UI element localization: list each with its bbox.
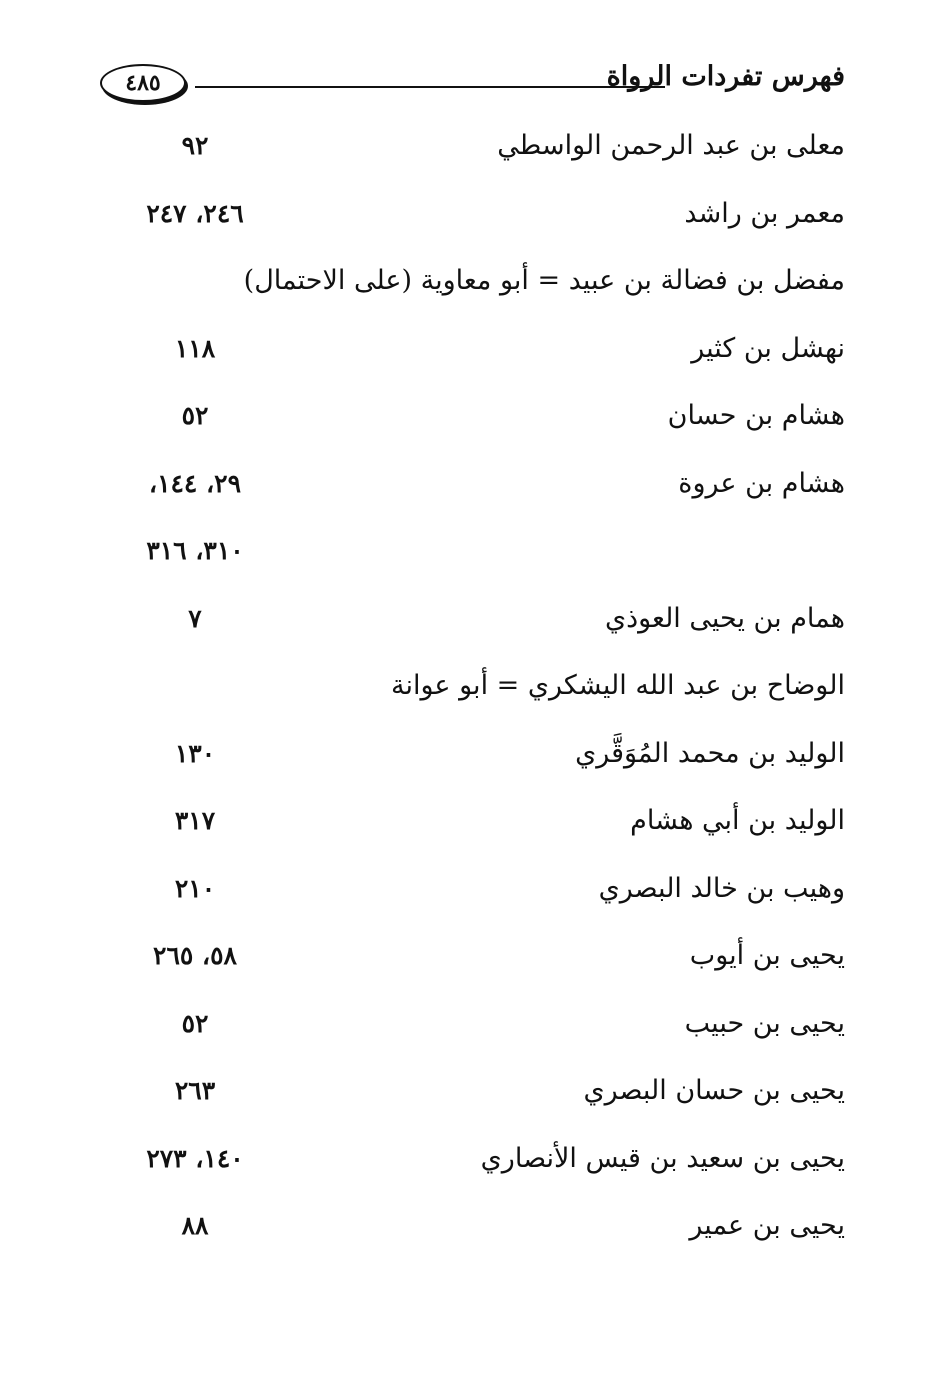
index-entry xyxy=(110,928,845,996)
index-entry xyxy=(110,658,845,726)
page-header xyxy=(100,58,845,108)
running-title: فهرس تفردات الرواة xyxy=(606,61,845,92)
narrator-name: معمر بن راشد xyxy=(684,197,845,229)
narrator-name: هشام بن حسان xyxy=(667,400,845,431)
narrator-name: همام بن يحيى العوذي xyxy=(604,602,845,634)
page-references: ٣١٧ xyxy=(174,806,216,835)
index-entry xyxy=(110,1063,845,1131)
narrator-name: وهيب بن خالد البصري xyxy=(598,872,845,904)
page-references: ٢١٠ xyxy=(174,873,216,903)
index-entry xyxy=(110,253,845,321)
narrator-index-list xyxy=(110,118,845,1266)
page-number-badge: ٤٨٥ xyxy=(100,64,186,102)
page-references: ٣١٠، ٣١٦ xyxy=(146,536,244,565)
index-entry-continuation xyxy=(110,523,845,591)
index-entry xyxy=(110,591,845,659)
index-entry xyxy=(110,861,845,929)
index-entry xyxy=(110,793,845,861)
index-entry xyxy=(110,186,845,254)
page-references: ٨٨ xyxy=(181,1211,209,1240)
narrator-name: يحيى بن عمير xyxy=(689,1210,845,1241)
page-references: ٢٦٣ xyxy=(174,1076,216,1105)
narrator-name: يحيى بن حبيب xyxy=(684,1007,845,1039)
narrator-name: هشام بن عروة xyxy=(678,467,845,499)
narrator-name: نهشل بن كثير xyxy=(691,332,845,364)
page-references: ٥٢ xyxy=(181,401,209,430)
page-references: ١٤٠، ٢٧٣ xyxy=(146,1143,244,1173)
index-entry xyxy=(110,1131,845,1199)
page-references: ٥٨، ٢٦٥ xyxy=(153,941,237,970)
page-references: ٢٩، ١٤٤، xyxy=(148,468,241,498)
narrator-name: مفضل بن فضالة بن عبيد = أبو معاوية (على الاحتمال) xyxy=(243,265,845,296)
page-references: ٥٢ xyxy=(181,1008,209,1038)
page-references: ٧ xyxy=(188,603,202,633)
narrator-name: الوليد بن محمد المُوَقَّري xyxy=(575,737,845,769)
page-references: ١٣٠ xyxy=(174,738,216,768)
page-references: ١١٨ xyxy=(174,333,216,363)
index-entry xyxy=(110,118,845,186)
header-rule xyxy=(195,86,665,88)
narrator-name: يحيى بن أيوب xyxy=(689,940,845,971)
narrator-name: يحيى بن سعيد بن قيس الأنصاري xyxy=(480,1142,845,1174)
index-entry xyxy=(110,1198,845,1266)
narrator-name: الوضاح بن عبد الله اليشكري = أبو عوانة xyxy=(390,670,845,701)
index-entry xyxy=(110,996,845,1064)
narrator-name: يحيى بن حسان البصري xyxy=(583,1075,845,1106)
narrator-name: الوليد بن أبي هشام xyxy=(630,805,845,836)
index-entry xyxy=(110,726,845,794)
page-references: ٩٢ xyxy=(181,131,209,160)
index-entry xyxy=(110,321,845,389)
page-references: ٢٤٦، ٢٤٧ xyxy=(146,198,244,228)
narrator-name: معلى بن عبد الرحمن الواسطي xyxy=(497,130,845,161)
index-entry xyxy=(110,388,845,456)
index-entry xyxy=(110,456,845,524)
